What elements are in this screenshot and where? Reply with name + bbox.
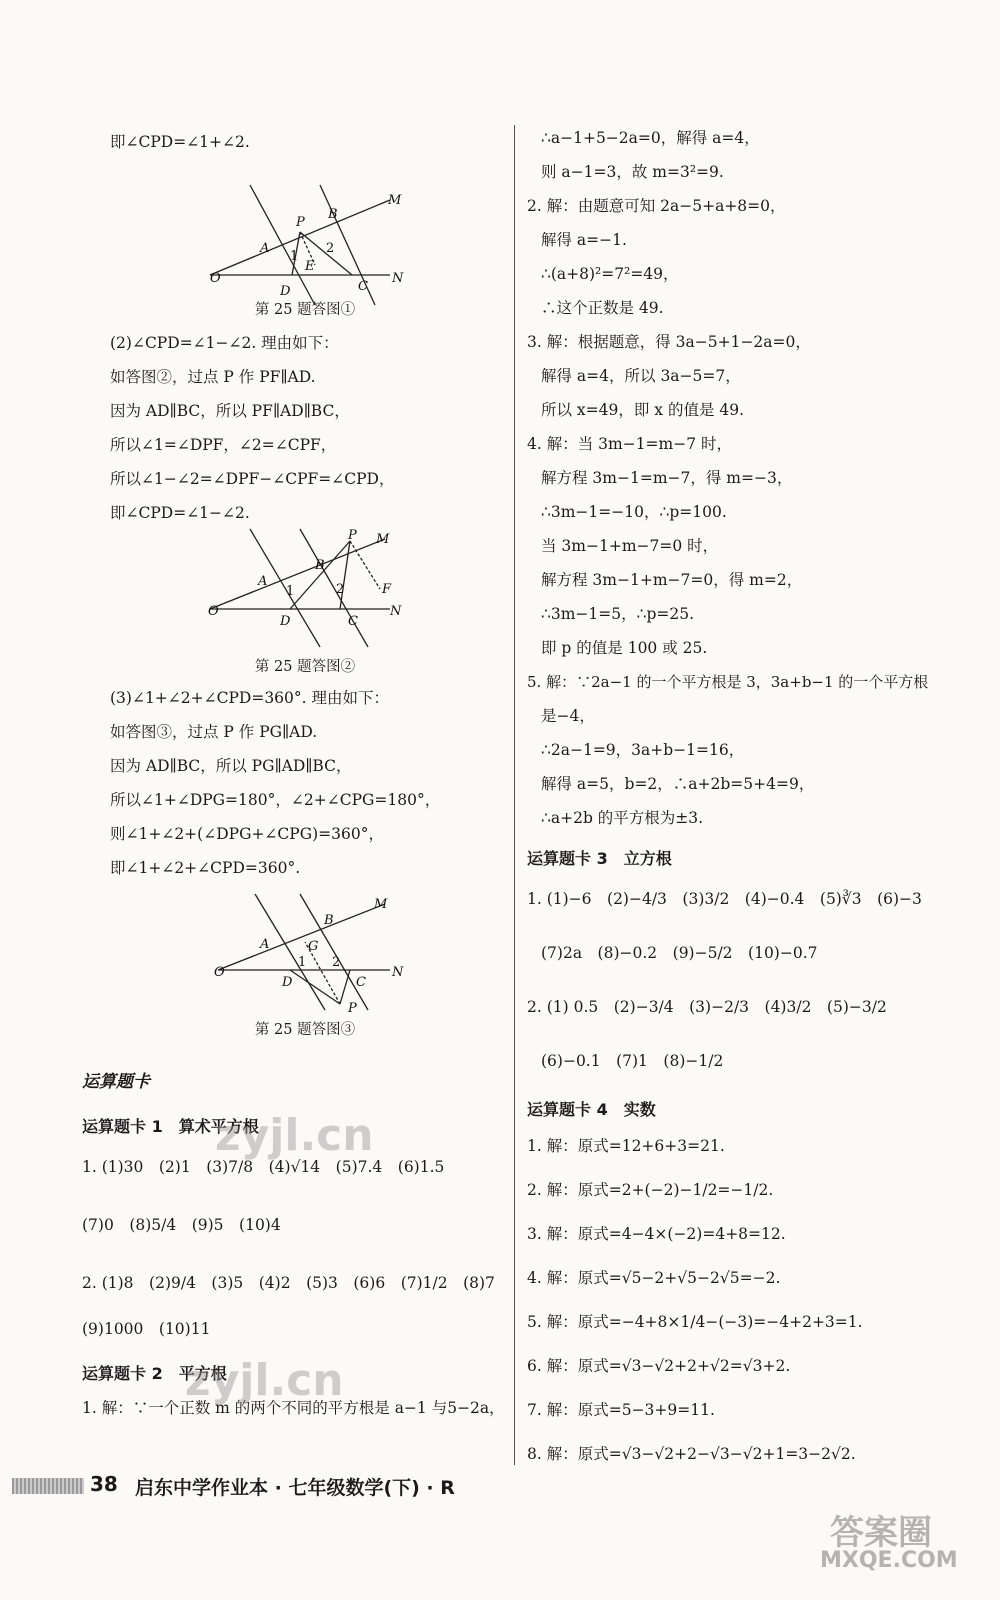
label-b: B (315, 558, 325, 573)
label-o: O (214, 965, 225, 980)
text-line: (6)−0.1 (7)1 (8)−1/2 (541, 1052, 724, 1070)
text-line: 则∠1+∠2+(∠DPG+∠CPG)=360°， (110, 825, 384, 843)
text-line: 则 a−1=3，故 m=3²=9. (541, 163, 724, 181)
watermark-corner-logo: 答案圈 (830, 1513, 932, 1553)
label-a: A (260, 937, 270, 952)
figure-25-1 (110, 160, 500, 299)
label-m: M (374, 897, 388, 912)
label-b: B (324, 913, 334, 928)
left-column (82, 120, 505, 1418)
label-m: M (388, 193, 402, 208)
label-a: A (260, 241, 270, 256)
text-line: 1. (1)30 (2)1 (3)7/8 (4)√14 (5)7.4 (6)1.5 (82, 1158, 445, 1176)
label-n: N (392, 271, 404, 286)
label-e: E (305, 259, 315, 274)
text-line: 当 3m−1+m−7=0 时， (541, 537, 719, 555)
text-line: 解方程 3m−1=m−7，得 m=−3， (541, 469, 793, 487)
label-2: 2 (332, 955, 341, 970)
text-line: 即∠CPD=∠1+∠2. (110, 133, 250, 151)
label-d: D (280, 284, 291, 299)
text-line: 即 p 的值是 100 或 25. (541, 639, 708, 657)
text-line: ∴这个正数是 49. (541, 299, 664, 317)
card-3-title: 运算题卡 3 立方根 (527, 849, 672, 868)
text-line: 所以∠1+∠DPG=180°，∠2+∠CPG=180°， (110, 791, 441, 809)
text-line: 如答图②，过点 P 作 PF∥AD. (110, 368, 316, 386)
text-line: 即∠CPD=∠1−∠2. (110, 504, 250, 522)
text-line: 5. 解：原式=−4+8×1/4−(−3)=−4+2+3=1. (527, 1313, 863, 1331)
label-m: M (376, 532, 390, 547)
watermark-corner-url: MXQE.COM (820, 1548, 958, 1573)
text-line: 3. 解：根据题意，得 3a−5+1−2a=0， (527, 333, 811, 351)
text-line: 4. 解：当 3m−1=m−7 时， (527, 435, 733, 453)
text-line: 解得 a=4，所以 3a−5=7， (541, 367, 741, 385)
card-4-title: 运算题卡 4 实数 (527, 1100, 656, 1119)
text-line: 解得 a=−1. (541, 231, 627, 249)
text-line: ∴3m−1=−10，∴p=100. (541, 503, 727, 521)
page-footer (0, 1464, 1000, 1504)
right-column (527, 128, 967, 1464)
page-number: 38 (90, 1472, 118, 1496)
figure-caption-3: 第 25 题答图③ (254, 1022, 356, 1038)
figure-caption-2: 第 25 题答图② (254, 659, 356, 675)
book-title: 启东中学作业本 · 七年级数学(下) · R (135, 1477, 455, 1499)
text-line: (7)2a (8)−0.2 (9)−5/2 (10)−0.7 (541, 944, 818, 962)
watermark-site: zyjl.cn (215, 1110, 374, 1161)
label-2: 2 (336, 582, 345, 597)
text-line: 7. 解：原式=5−3+9=11. (527, 1401, 715, 1419)
text-line: 1. (1)−6 (2)−4/3 (3)3/2 (4)−0.4 (5)∛3 (6)−3 (527, 890, 922, 908)
text-line: 8. 解：原式=√3−√2+2−√3−√2+1=3−2√2. (527, 1445, 856, 1463)
text-line: ∴a+2b 的平方根为±3. (541, 809, 704, 827)
watermark-site: zyjl.cn (185, 1355, 344, 1406)
text-line: 是−4， (541, 707, 595, 725)
text-line: 即∠1+∠2+∠CPD=360°. (110, 859, 301, 877)
card-2-title: 运算题卡 2 平方根 (82, 1364, 227, 1383)
text-line: 6. 解：原式=√3−√2+2+√2=√3+2. (527, 1357, 791, 1375)
label-g: G (308, 939, 319, 954)
text-line: ∴2a−1=9，3a+b−1=16， (541, 741, 745, 759)
text-line: 2. 解：由题意可知 2a−5+a+8=0， (527, 197, 786, 215)
label-d: D (282, 975, 293, 990)
text-line: 4. 解：原式=√5−2+√5−2√5=−2. (527, 1269, 781, 1287)
label-p: P (296, 215, 305, 230)
label-d: D (280, 614, 291, 629)
column-divider (514, 125, 515, 1465)
text-line: 解方程 3m−1+m−7=0，得 m=2， (541, 571, 803, 589)
text-line: 2. (1)8 (2)9/4 (3)5 (4)2 (5)3 (6)6 (7)1/2 (8)7 (82, 1274, 495, 1292)
text-line: 如答图③，过点 P 作 PG∥AD. (110, 723, 318, 741)
card-1-title: 运算题卡 1 算术平方根 (82, 1117, 259, 1136)
text-line: 因为 AD∥BC，所以 PF∥AD∥BC， (110, 402, 350, 420)
card-1-answers (82, 1157, 500, 1339)
label-p: P (348, 528, 357, 543)
text-line: ∴3m−1=5，∴p=25. (541, 605, 695, 623)
label-c: C (358, 279, 368, 294)
label-b: B (328, 207, 338, 222)
text-line: 所以 x=49，即 x 的值是 49. (541, 401, 745, 419)
label-f: F (382, 582, 392, 597)
label-n: N (390, 604, 402, 619)
section-title: 运算题卡 (82, 1072, 150, 1092)
text-line: 5. 解：∵2a−1 的一个平方根是 3，3a+b−1 的一个平方根 (527, 673, 929, 691)
label-1: 1 (290, 249, 299, 264)
label-o: O (210, 271, 221, 286)
label-c: C (356, 975, 366, 990)
label-1: 1 (298, 955, 307, 970)
label-c: C (348, 614, 358, 629)
label-a: A (258, 574, 268, 589)
part-2 (110, 333, 500, 523)
part-3 (110, 688, 500, 878)
label-1: 1 (286, 584, 295, 599)
label-o: O (208, 604, 219, 619)
text-line: 因为 AD∥BC，所以 PG∥AD∥BC， (110, 757, 352, 775)
text-line: 解得 a=5，b=2，∴a+2b=5+4=9， (541, 775, 815, 793)
label-n: N (392, 965, 404, 980)
text-line: (9)1000 (10)11 (82, 1320, 211, 1338)
figure-25-2 (110, 529, 500, 649)
text-line: 2. (1) 0.5 (2)−3/4 (3)−2/3 (4)3/2 (5)−3/2 (527, 998, 887, 1016)
text-line: (2)∠CPD=∠1−∠2. 理由如下： (110, 334, 339, 352)
text-line: 所以∠1−∠2=∠DPF−∠CPF=∠CPD， (110, 470, 395, 488)
text-line: 3. 解：原式=4−4×(−2)=4+8=12. (527, 1225, 786, 1243)
label-2: 2 (326, 241, 335, 256)
label-p: P (348, 1001, 357, 1016)
text-line: (7)0 (8)5/4 (9)5 (10)4 (82, 1216, 281, 1234)
text-line: 2. 解：原式=2+(−2)−1/2=−1/2. (527, 1181, 774, 1199)
footer-decor-bar (12, 1478, 84, 1494)
text-line: 1. 解：原式=12+6+3=21. (527, 1137, 725, 1155)
figure-caption-1: 第 25 题答图① (254, 302, 356, 318)
text-line: ∴(a+8)²=7²=49， (541, 265, 679, 283)
text-line: (3)∠1+∠2+∠CPD=360°. 理由如下： (110, 689, 390, 707)
figure-25-3 (110, 892, 500, 1016)
text-line: ∴a−1+5−2a=0，解得 a=4， (541, 129, 760, 147)
text-line: 所以∠1=∠DPF，∠2=∠CPF， (110, 436, 337, 454)
text-line: 1. 解：∵一个正数 m 的两个不同的平方根是 a−1 与5−2a， (82, 1399, 505, 1417)
